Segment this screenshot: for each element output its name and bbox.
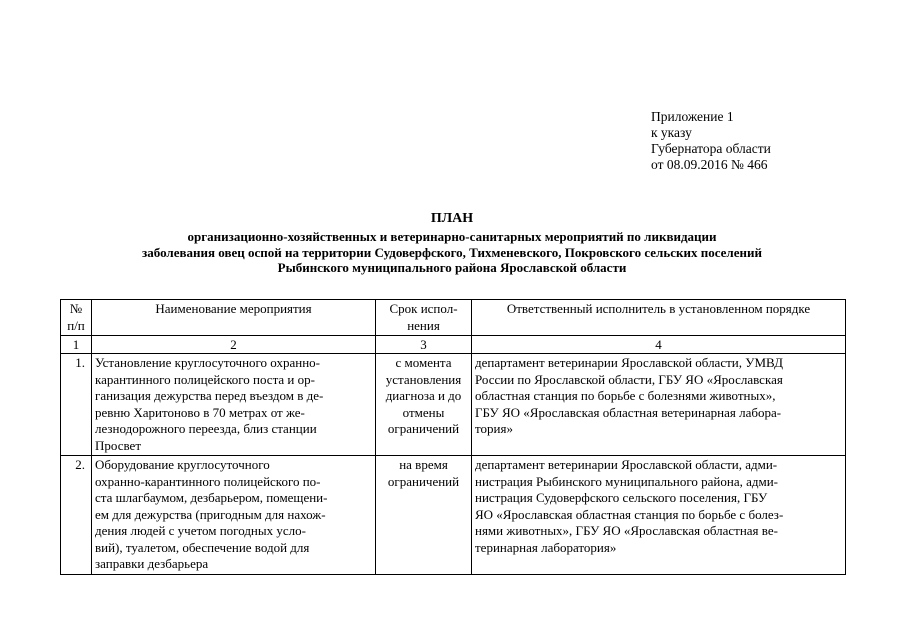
responsible-line: нями животных», ГБУ ЯО «Ярославская областная ве- [475, 523, 778, 538]
measure-line: охранно-карантинного полицейского по- [95, 473, 321, 489]
responsible-line: ЯО «Ярославская областная станция по борьбе с болез- [475, 506, 784, 522]
measure-line: карантинного полицейского поста и ор- [95, 371, 315, 387]
table-row [61, 354, 846, 456]
title-line: Рыбинского муниципального района Ярославской области [277, 260, 627, 275]
header-num-line: № [69, 301, 83, 316]
term-line: с момента [395, 355, 452, 370]
document-title [60, 211, 844, 276]
measure-line: ганизация дежурства перед въездом в де- [95, 388, 324, 403]
measure-line: ревню Харитоново в 70 метрах от же- [95, 404, 305, 420]
header-responsible: Ответственный исполнитель в установленном порядке [472, 300, 846, 336]
header-num-line: п/п [67, 317, 85, 333]
term-line: ограничений [387, 421, 460, 436]
appendix-line: к указу [651, 125, 692, 140]
responsible-line: областная станция по борьбе с болезнями животных», [475, 388, 776, 403]
term-line: отмены [402, 404, 445, 420]
header-term-line: нения [407, 317, 440, 333]
column-number-row [61, 336, 846, 354]
measure-line: Установление круглосуточного охранно- [95, 355, 320, 370]
header-num [61, 300, 92, 336]
term-line: диагноза и до [385, 388, 462, 403]
appendix-line: от 08.09.2016 № 466 [651, 157, 768, 172]
row-measure [92, 456, 376, 575]
table-header-row [61, 300, 846, 336]
measure-line: Просвет [95, 437, 141, 453]
header-term [376, 300, 472, 336]
responsible-line: нистрация Судоверфского сельского поселения, ГБУ [475, 490, 768, 505]
measure-line: дения людей с учетом погодных усло- [95, 523, 306, 538]
title-line: организационно-хозяйственных и ветеринарно-санитарных мероприятий по ликвидации [187, 229, 717, 244]
row-responsible [472, 456, 846, 575]
row-number: 2. [61, 456, 92, 575]
title-main: ПЛАН [430, 211, 474, 226]
responsible-line: департамент ветеринарии Ярославской области, адми- [475, 457, 778, 472]
row-term [376, 456, 472, 575]
measure-line: лезнодорожного переезда, близ станции [95, 421, 317, 436]
header-name: Наименование мероприятия [92, 300, 376, 336]
row-measure [92, 354, 376, 456]
header-term-line: Срок испол- [389, 301, 458, 316]
responsible-line: ГБУ ЯО «Ярославская областная ветеринарная лабора- [475, 404, 782, 420]
responsible-line: России по Ярославской области, ГБУ ЯО «Ярославская [475, 371, 783, 387]
column-number: 1 [61, 336, 92, 354]
appendix-line: Приложение 1 [651, 109, 734, 124]
table-row [61, 456, 846, 575]
appendix-line: Губернатора области [651, 141, 771, 156]
row-responsible [472, 354, 846, 456]
column-number: 2 [92, 336, 376, 354]
measure-line: Оборудование круглосуточного [95, 457, 270, 472]
row-number: 1. [61, 354, 92, 456]
responsible-line: тория» [475, 421, 513, 436]
responsible-line: теринарная лаборатория» [475, 539, 617, 555]
title-subtitle [60, 229, 844, 276]
row-term [376, 354, 472, 456]
appendix-note [651, 109, 771, 173]
measure-line: ста шлагбаумом, дезбарьером, помещени- [95, 490, 328, 505]
term-line: ограничений [387, 473, 460, 489]
title-line: заболевания овец оспой на территории Судоверфского, Тихменевского, Покровского сельских поселений [142, 244, 762, 260]
column-number: 3 [376, 336, 472, 354]
measure-line: заправки дезбарьера [95, 556, 209, 571]
measure-line: вий), туалетом, обеспечение водой для [95, 539, 310, 555]
responsible-line: нистрация Рыбинского муниципального района, адми- [475, 473, 778, 489]
plan-table [60, 299, 846, 575]
term-line: установления [385, 371, 462, 387]
term-line: на время [399, 457, 448, 472]
responsible-line: департамент ветеринарии Ярославской области, УМВД [475, 355, 784, 370]
measure-line: ем для дежурства (пригодным для нахож- [95, 506, 326, 522]
column-number: 4 [472, 336, 846, 354]
